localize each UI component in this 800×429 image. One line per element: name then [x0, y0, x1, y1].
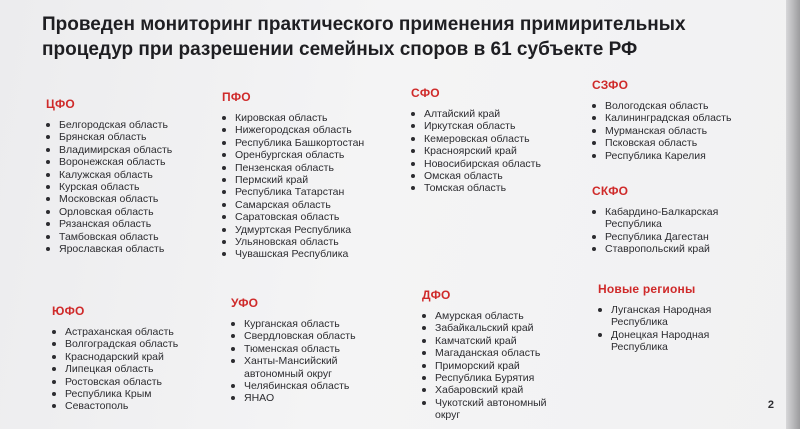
list-item: Ханты-Мансийский автономный округ: [231, 355, 371, 380]
region-block-cfo: [46, 97, 172, 255]
region-heading: ЦФО: [46, 97, 75, 111]
list-item: Владимирская область: [46, 144, 172, 156]
region-block-skfo: [592, 184, 732, 256]
list-item: Кировская область: [222, 112, 364, 124]
list-item: Кемеровская область: [411, 133, 541, 145]
region-heading: СКФО: [592, 184, 629, 198]
region-block-szfo: [592, 78, 731, 162]
list-item: Тюменская область: [231, 343, 371, 355]
region-heading: СФО: [411, 86, 440, 100]
region-list: [46, 119, 172, 255]
list-item: Краснодарский край: [52, 351, 178, 363]
list-item: Республика Бурятия: [422, 372, 572, 384]
list-item: Московская область: [46, 193, 172, 205]
region-heading: СЗФО: [592, 78, 629, 92]
region-list: [231, 318, 371, 405]
list-item: Республика Дагестан: [592, 231, 732, 243]
page-number: 2: [767, 399, 774, 411]
region-heading: ПФО: [222, 90, 251, 104]
region-heading: ЮФО: [52, 304, 85, 318]
list-item: Нижегородская область: [222, 124, 364, 136]
list-item: Приморский край: [422, 360, 572, 372]
list-item: Забайкальский край: [422, 322, 572, 334]
region-list: [592, 206, 732, 256]
region-heading: УФО: [231, 296, 259, 310]
list-item: Калининградская область: [592, 112, 731, 124]
list-item: Республика Карелия: [592, 150, 731, 162]
list-item: Кабардино-Балкарская Республика: [592, 206, 732, 231]
list-item: Республика Башкортостан: [222, 137, 364, 149]
list-item: Алтайский край: [411, 108, 541, 120]
list-item: Новосибирская область: [411, 158, 541, 170]
list-item: Чукотский автономный округ: [422, 397, 572, 422]
list-item: ЯНАО: [231, 392, 371, 404]
list-item: Псковская область: [592, 137, 731, 149]
list-item: Орловская область: [46, 206, 172, 218]
list-item: Севастополь: [52, 400, 178, 412]
list-item: Донецкая Народная Республика: [598, 329, 728, 354]
list-item: Удмуртская Республика: [222, 224, 364, 236]
list-item: Ростовская область: [52, 376, 178, 388]
list-item: Магаданская область: [422, 347, 572, 359]
list-item: Ярославская область: [46, 243, 172, 255]
list-item: Пермский край: [222, 174, 364, 186]
list-item: Калужская область: [46, 169, 172, 181]
list-item: Пензенская область: [222, 162, 364, 174]
list-item: Тамбовская область: [46, 231, 172, 243]
list-item: Астраханская область: [52, 326, 178, 338]
list-item: Ульяновская область: [222, 236, 364, 248]
region-list: [422, 310, 572, 422]
list-item: Волгоградская область: [52, 338, 178, 350]
list-item: Оренбургская область: [222, 149, 364, 161]
region-list: [52, 326, 178, 413]
list-item: Чувашская Республика: [222, 248, 364, 260]
region-block-sfo: [411, 86, 541, 195]
list-item: Челябинская область: [231, 380, 371, 392]
region-list: [222, 112, 364, 261]
region-list: [592, 100, 731, 162]
list-item: Иркутская область: [411, 120, 541, 132]
region-heading: ДФО: [422, 288, 451, 302]
list-item: Белгородская область: [46, 119, 172, 131]
list-item: Омская область: [411, 170, 541, 182]
list-item: Ставропольский край: [592, 243, 732, 255]
region-list: [411, 108, 541, 195]
list-item: Липецкая область: [52, 363, 178, 375]
list-item: Хабаровский край: [422, 384, 572, 396]
region-block-ufo: [231, 296, 371, 405]
list-item: Саратовская область: [222, 211, 364, 223]
list-item: Самарская область: [222, 199, 364, 211]
region-block-yufo: [52, 304, 178, 413]
list-item: Республика Крым: [52, 388, 178, 400]
list-item: Курганская область: [231, 318, 371, 330]
list-item: Брянская область: [46, 131, 172, 143]
list-item: Мурманская область: [592, 125, 731, 137]
list-item: Луганская Народная Республика: [598, 304, 728, 329]
slide-title: Проведен мониторинг практического применения примирительных процедур при разрешении семейных споров в 61 субъекте РФ: [42, 14, 686, 60]
list-item: Вологодская область: [592, 100, 731, 112]
list-item: Амурская область: [422, 310, 572, 322]
screen-bezel: [786, 0, 800, 429]
list-item: Рязанская область: [46, 218, 172, 230]
list-item: Республика Татарстан: [222, 186, 364, 198]
region-block-new-regions: [598, 282, 728, 354]
list-item: Камчатский край: [422, 335, 572, 347]
region-list: [598, 304, 728, 354]
list-item: Свердловская область: [231, 330, 371, 342]
list-item: Воронежская область: [46, 156, 172, 168]
list-item: Курская область: [46, 181, 172, 193]
list-item: Томская область: [411, 182, 541, 194]
region-heading: Новые регионы: [598, 282, 696, 296]
list-item: Красноярский край: [411, 145, 541, 157]
region-block-dfo: [422, 288, 572, 422]
region-block-pfo: [222, 90, 364, 261]
